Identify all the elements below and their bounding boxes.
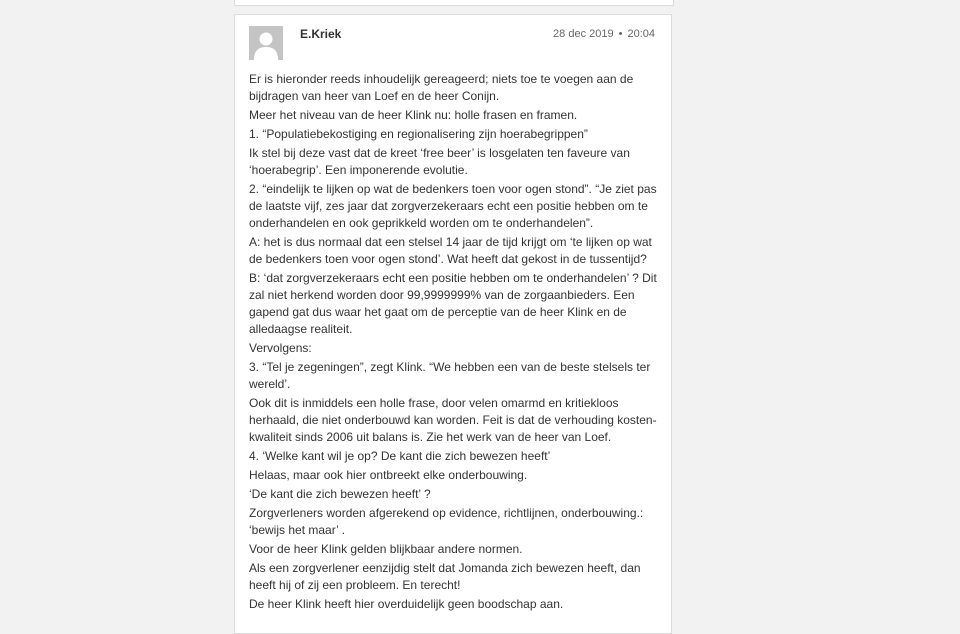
comment-paragraph: De heer Klink heeft hier overduidelijk geen boodschap aan.: [249, 597, 564, 611]
comment-body: [249, 71, 661, 615]
comment-paragraph: ‘De kant die zich bewezen heeft’ ?: [249, 487, 431, 501]
comment-paragraph: Ook dit is inmiddels een holle frase, door velen omarmd en kritiekloos herhaald, die niet onderbouwd kan worden. Feit is dat de verhouding kosten-kwaliteit sinds 2006 uit balans is. Zie het werk van de heer van Loef.: [249, 396, 657, 444]
comment-card: [234, 14, 672, 634]
comment-paragraph: 4. ‘Welke kant wil je op? De kant die zich bewezen heeft’: [249, 449, 551, 463]
comment-paragraph: Vervolgens:: [249, 341, 312, 355]
comment-paragraph: 2. “eindelijk te lijken op wat de bedenkers toen voor ogen stond”. “Je ziet pas de laatste vijf, zes jaar dat zorgverzekeraars echt een positie hebben om te onderhandelen en ook geprikkeld worden om te onderhandelen”.: [249, 182, 657, 230]
comment-paragraph: 1. “Populatiebekostiging en regionalisering zijn hoerabegrippen”: [249, 127, 588, 141]
comment-paragraph: A: het is dus normaal dat een stelsel 14 jaar de tijd krijgt om ‘te lijken op wat de bedenkers toen voor ogen stond’. Wat heeft dat gekost in de tussentijd?: [249, 235, 652, 266]
comment-author: E.Kriek: [300, 27, 342, 41]
comment-paragraph: B: ‘dat zorgverzekeraars echt een positie hebben om te onderhandelen’ ? Dit zal niet herkend worden door 99,9999999% van de zorgaanbieders. Een gapend gat dus waar het gaat om de perceptie van de heer Klink en de alledaagse realiteit.: [249, 271, 657, 336]
previous-comment-card: [234, 0, 674, 6]
comment-paragraph: Helaas, maar ook hier ontbreekt elke onderbouwing.: [249, 468, 528, 482]
comment-meta: [553, 28, 655, 40]
comment-paragraph: Als een zorgverlener eenzijdig stelt dat Jomanda zich bewezen heeft, dan heeft hij of zij een probleem. En terecht!: [249, 561, 641, 592]
comment-paragraph: 3. “Tel je zegeningen”, zegt Klink. “We hebben een van de beste stelsels ter wereld’.: [249, 360, 651, 391]
comment-paragraph: Meer het niveau van de heer Klink nu: holle frasen en framen.: [249, 108, 578, 122]
comment-paragraph: Er is hieronder reeds inhoudelijk gereageerd; niets toe te voegen aan de bijdragen van heer van Loef en de heer Conijn.: [249, 72, 634, 103]
comment-paragraph: Ik stel bij deze vast dat de kreet ‘free beer’ is losgelaten ten faveure van ‘hoerabegrip’. Een imponerende evolutie.: [249, 146, 630, 177]
comment-time: 20:04: [627, 28, 655, 40]
meta-separator: •: [618, 28, 623, 40]
user-silhouette-icon: [249, 26, 283, 60]
comment-date: 28 dec 2019: [553, 28, 614, 40]
comment-paragraph: Voor de heer Klink gelden blijkbaar andere normen.: [249, 542, 523, 556]
comment-paragraph: Zorgverleners worden afgerekend op evidence, richtlijnen, onderbouwing.: ‘bewijs het maar’ .: [249, 506, 644, 537]
avatar: [249, 26, 283, 60]
